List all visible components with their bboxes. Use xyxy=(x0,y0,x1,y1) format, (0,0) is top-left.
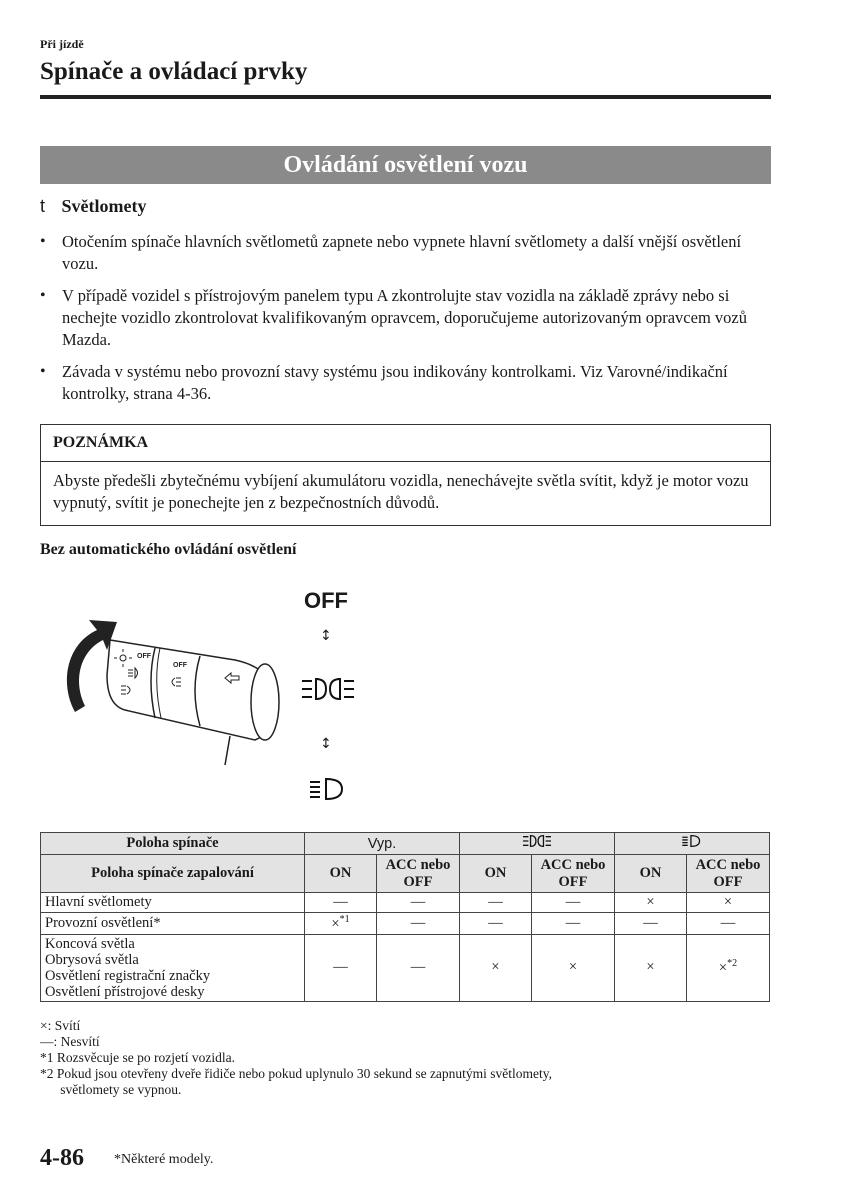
row-label: Obrysová světla xyxy=(45,951,139,968)
table-header-ignition: Poloha spínače zapalování xyxy=(41,855,305,893)
table-row xyxy=(41,913,770,935)
lever-off-label-2: OFF xyxy=(173,662,187,669)
table-header-position-lights xyxy=(460,833,615,855)
footnote-ref: *1 xyxy=(339,914,350,925)
lighting-table xyxy=(40,832,770,1002)
page-footnote: *Některé modely. xyxy=(114,1152,214,1167)
table-cell: × xyxy=(687,893,770,913)
table-header-switch-position: Poloha spínače xyxy=(41,833,305,855)
table-header-acc: ACC nebo OFF xyxy=(532,855,615,893)
bullet-item: • V případě vozidel s přístrojovým panelem typu A zkontrolujte stav vozidla na základě zprávy nebo si nechejte vozidlo zkontrolovat kvalifikovaným opravcem, doporučujeme autorizovaným opravcem vozů Mazda. xyxy=(40,285,775,351)
table-header-on: ON xyxy=(460,855,532,893)
table-cell xyxy=(305,913,377,935)
cell-value: × xyxy=(331,915,340,932)
page-title: Spínače a ovládací prvky xyxy=(40,58,308,85)
row-label-group xyxy=(41,934,305,1001)
legend-line: ×: Svítí xyxy=(40,1018,81,1033)
table-cell: — xyxy=(460,913,532,935)
table-cell: — xyxy=(305,934,377,1001)
table-cell: — xyxy=(377,934,460,1001)
table-header-acc: ACC nebo OFF xyxy=(377,855,460,893)
diagram-heading: Bez automatického ovládání osvětlení xyxy=(40,541,297,558)
table-cell: — xyxy=(615,913,687,935)
footnote-ref: *2 xyxy=(727,958,738,970)
table-cell xyxy=(687,934,770,1001)
row-label: Osvětlení přístrojové desky xyxy=(45,983,205,1000)
table-cell: — xyxy=(377,893,460,913)
table-cell: × xyxy=(615,893,687,913)
bullet-item: • Závada v systému nebo provozní stavy systému jsou indikovány kontrolkami. Viz Varovné/indikační kontrolky, strana 4-36. xyxy=(40,361,775,405)
note-body: Abyste předešli zbytečnému vybíjení akumulátoru vozidla, nenechávejte světla svítit, když je motor vozu vypnutý, svítit je ponechejte jen z bezpečnostních důvodů. xyxy=(53,471,749,512)
table-cell: × xyxy=(615,934,687,1001)
bullet-marker: t xyxy=(40,196,46,216)
table-legend xyxy=(40,1018,552,1098)
legend-line: *1 Rozsvěcuje se po rozjetí vozidla. xyxy=(40,1050,235,1065)
row-label: Hlavní světlomety xyxy=(41,893,305,913)
table-row xyxy=(41,893,770,913)
table-header-on: ON xyxy=(615,855,687,893)
table-cell: — xyxy=(377,913,460,935)
legend-line: světlomety se vypnou. xyxy=(40,1082,182,1097)
table-header-acc: ACC nebo OFF xyxy=(687,855,770,893)
legend-line: —: Nesvítí xyxy=(40,1034,100,1049)
cell-value: × xyxy=(718,960,728,977)
sub-heading-text: Světlomety xyxy=(61,196,147,216)
title-divider xyxy=(40,95,771,99)
up-down-arrow-icon: ↕ xyxy=(320,736,332,752)
bullet-list xyxy=(40,231,775,415)
light-switch-lever-illustration xyxy=(55,600,295,770)
table-header-on: ON xyxy=(305,855,377,893)
position-light-icon xyxy=(520,834,554,848)
table-header-off: Vyp. xyxy=(305,833,460,855)
lever-off-label-1: OFF xyxy=(137,653,151,660)
low-beam-icon xyxy=(680,834,704,848)
row-label: Osvětlení registrační značky xyxy=(45,967,211,984)
table-cell: × xyxy=(532,934,615,1001)
up-down-arrow-icon: ↕ xyxy=(320,628,332,644)
row-label: Koncová světla xyxy=(45,935,135,952)
row-label: Provozní osvětlení* xyxy=(41,913,305,935)
section-banner: Ovládání osvětlení vozu xyxy=(40,146,771,184)
table-header-headlights xyxy=(615,833,770,855)
table-cell: — xyxy=(532,893,615,913)
off-position-label: OFF xyxy=(304,588,348,613)
low-beam-icon xyxy=(308,776,348,802)
table-cell: — xyxy=(305,893,377,913)
page-number: 4-86 xyxy=(40,1145,84,1171)
table-cell: — xyxy=(687,913,770,935)
table-row xyxy=(41,934,770,1001)
bullet-item: • Otočením spínače hlavních světlometů zapnete nebo vypnete hlavní světlomety a další vnější osvětlení vozu. xyxy=(40,231,775,275)
table-cell: — xyxy=(532,913,615,935)
legend-line: *2 Pokud jsou otevřeny dveře řidiče nebo pokud uplynulo 30 sekund se zapnutými světlomety, xyxy=(40,1066,553,1081)
sub-heading xyxy=(40,196,147,217)
table-cell: — xyxy=(460,893,532,913)
chapter-label: Při jízdě xyxy=(40,37,84,51)
note-title: POZNÁMKA xyxy=(41,425,770,462)
table-cell: × xyxy=(460,934,532,1001)
note-box xyxy=(40,424,771,526)
position-light-icon xyxy=(300,676,356,702)
